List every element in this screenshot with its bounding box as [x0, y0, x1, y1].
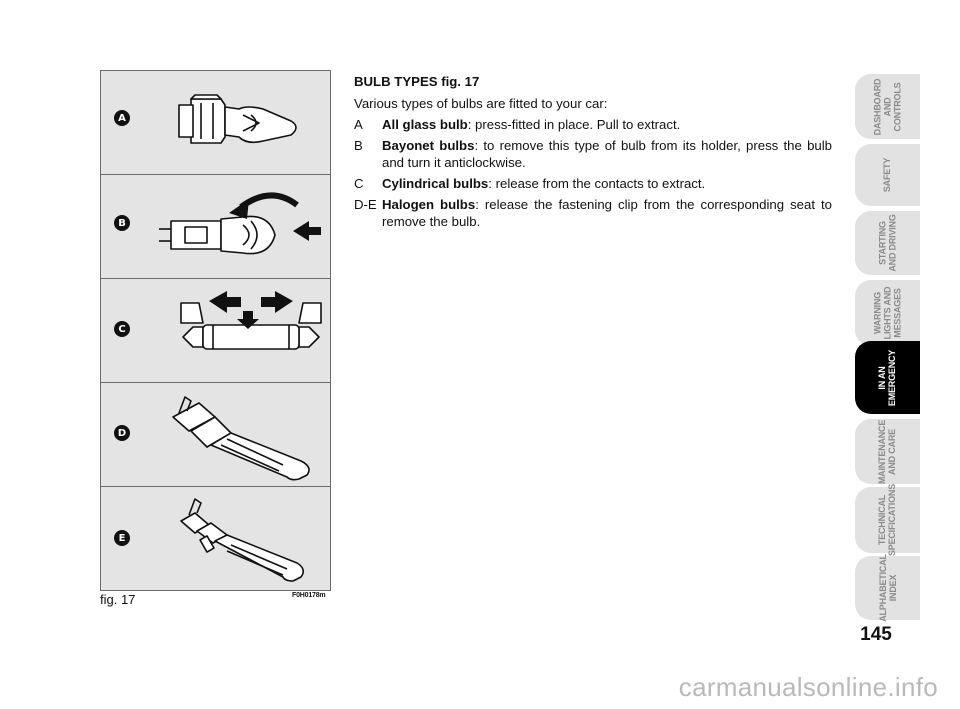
- tab-warning-lights-and-messages[interactable]: [855, 280, 920, 346]
- panel-letter-badge: A: [114, 110, 130, 126]
- intro-text: Various types of bulbs are fitted to your car:: [354, 96, 608, 111]
- content-column: [354, 73, 832, 234]
- figure-code: F0H0178m: [292, 592, 326, 599]
- tab-label: ALPHABETICAL INDEX: [877, 554, 898, 622]
- item-term: Cylindrical bulbs: [382, 176, 489, 191]
- tab-technical-specifications[interactable]: [855, 483, 920, 557]
- item-term: Bayonet bulbs: [382, 138, 475, 153]
- tab-label: WARNING LIGHTS AND MESSAGES: [872, 286, 903, 340]
- item-key: A: [354, 117, 363, 132]
- tab-in-an-emergency[interactable]: [855, 341, 920, 414]
- tab-label: IN AN EMERGENCY: [877, 349, 898, 406]
- item-key: C: [354, 176, 364, 191]
- item-key: D-E: [354, 197, 377, 212]
- figure-panel-e: [101, 487, 330, 591]
- tab-alphabetical-index[interactable]: [855, 556, 920, 620]
- all-glass-bulb-icon: [151, 75, 331, 171]
- figure-caption: fig. 17: [100, 592, 136, 607]
- bulb-type-item: [354, 196, 832, 230]
- halogen-bulb-e-icon: [151, 491, 331, 587]
- item-term: Halogen bulbs: [382, 197, 476, 212]
- tab-starting-and-driving[interactable]: [855, 211, 920, 275]
- tab-safety[interactable]: [855, 144, 920, 206]
- tab-label: TECHNICAL SPECIFICATIONS: [877, 483, 898, 557]
- bulb-type-item: [354, 137, 832, 171]
- tab-label: SAFETY: [882, 157, 893, 193]
- figure-panel-b: [101, 175, 330, 279]
- tab-label: DASHBOARD AND CONTROLS: [872, 78, 903, 135]
- item-text: : release the fastening clip from the corresponding seat to remove the bulb.: [382, 197, 832, 229]
- item-key: B: [354, 138, 363, 153]
- tab-label: STARTING AND DRIVING: [877, 214, 898, 272]
- section-heading: BULB TYPES fig. 17: [354, 74, 480, 89]
- item-term: All glass bulb: [382, 117, 468, 132]
- panel-letter-badge: D: [114, 425, 130, 441]
- bulb-types-figure: [100, 70, 331, 591]
- item-text: : to remove this type of bulb from its holder, press the bulb and turn it anticlockwise.: [382, 138, 832, 170]
- panel-letter-badge: E: [114, 530, 130, 546]
- figure-panel-d: [101, 383, 330, 487]
- figure-panel-a: [101, 71, 330, 175]
- tab-maintenance-and-care[interactable]: [855, 419, 920, 484]
- tab-dashboard-and-controls[interactable]: [855, 74, 920, 139]
- tab-label: MAINTENANCE AND CARE: [877, 419, 898, 484]
- page-number: 145: [860, 624, 892, 645]
- item-text: : press-fitted in place. Pull to extract.: [467, 117, 681, 132]
- panel-letter-badge: B: [114, 215, 130, 231]
- panel-letter-badge: C: [114, 321, 130, 337]
- watermark: carmanualsonline.info: [678, 672, 938, 702]
- bulb-type-item: [354, 175, 832, 192]
- halogen-bulb-d-icon: [151, 387, 331, 483]
- cylindrical-bulb-icon: [151, 283, 331, 379]
- bayonet-bulb-icon: [151, 179, 331, 275]
- item-text: : release from the contacts to extract.: [488, 176, 706, 191]
- bulb-type-item: [354, 116, 832, 133]
- figure-panel-c: [101, 279, 330, 383]
